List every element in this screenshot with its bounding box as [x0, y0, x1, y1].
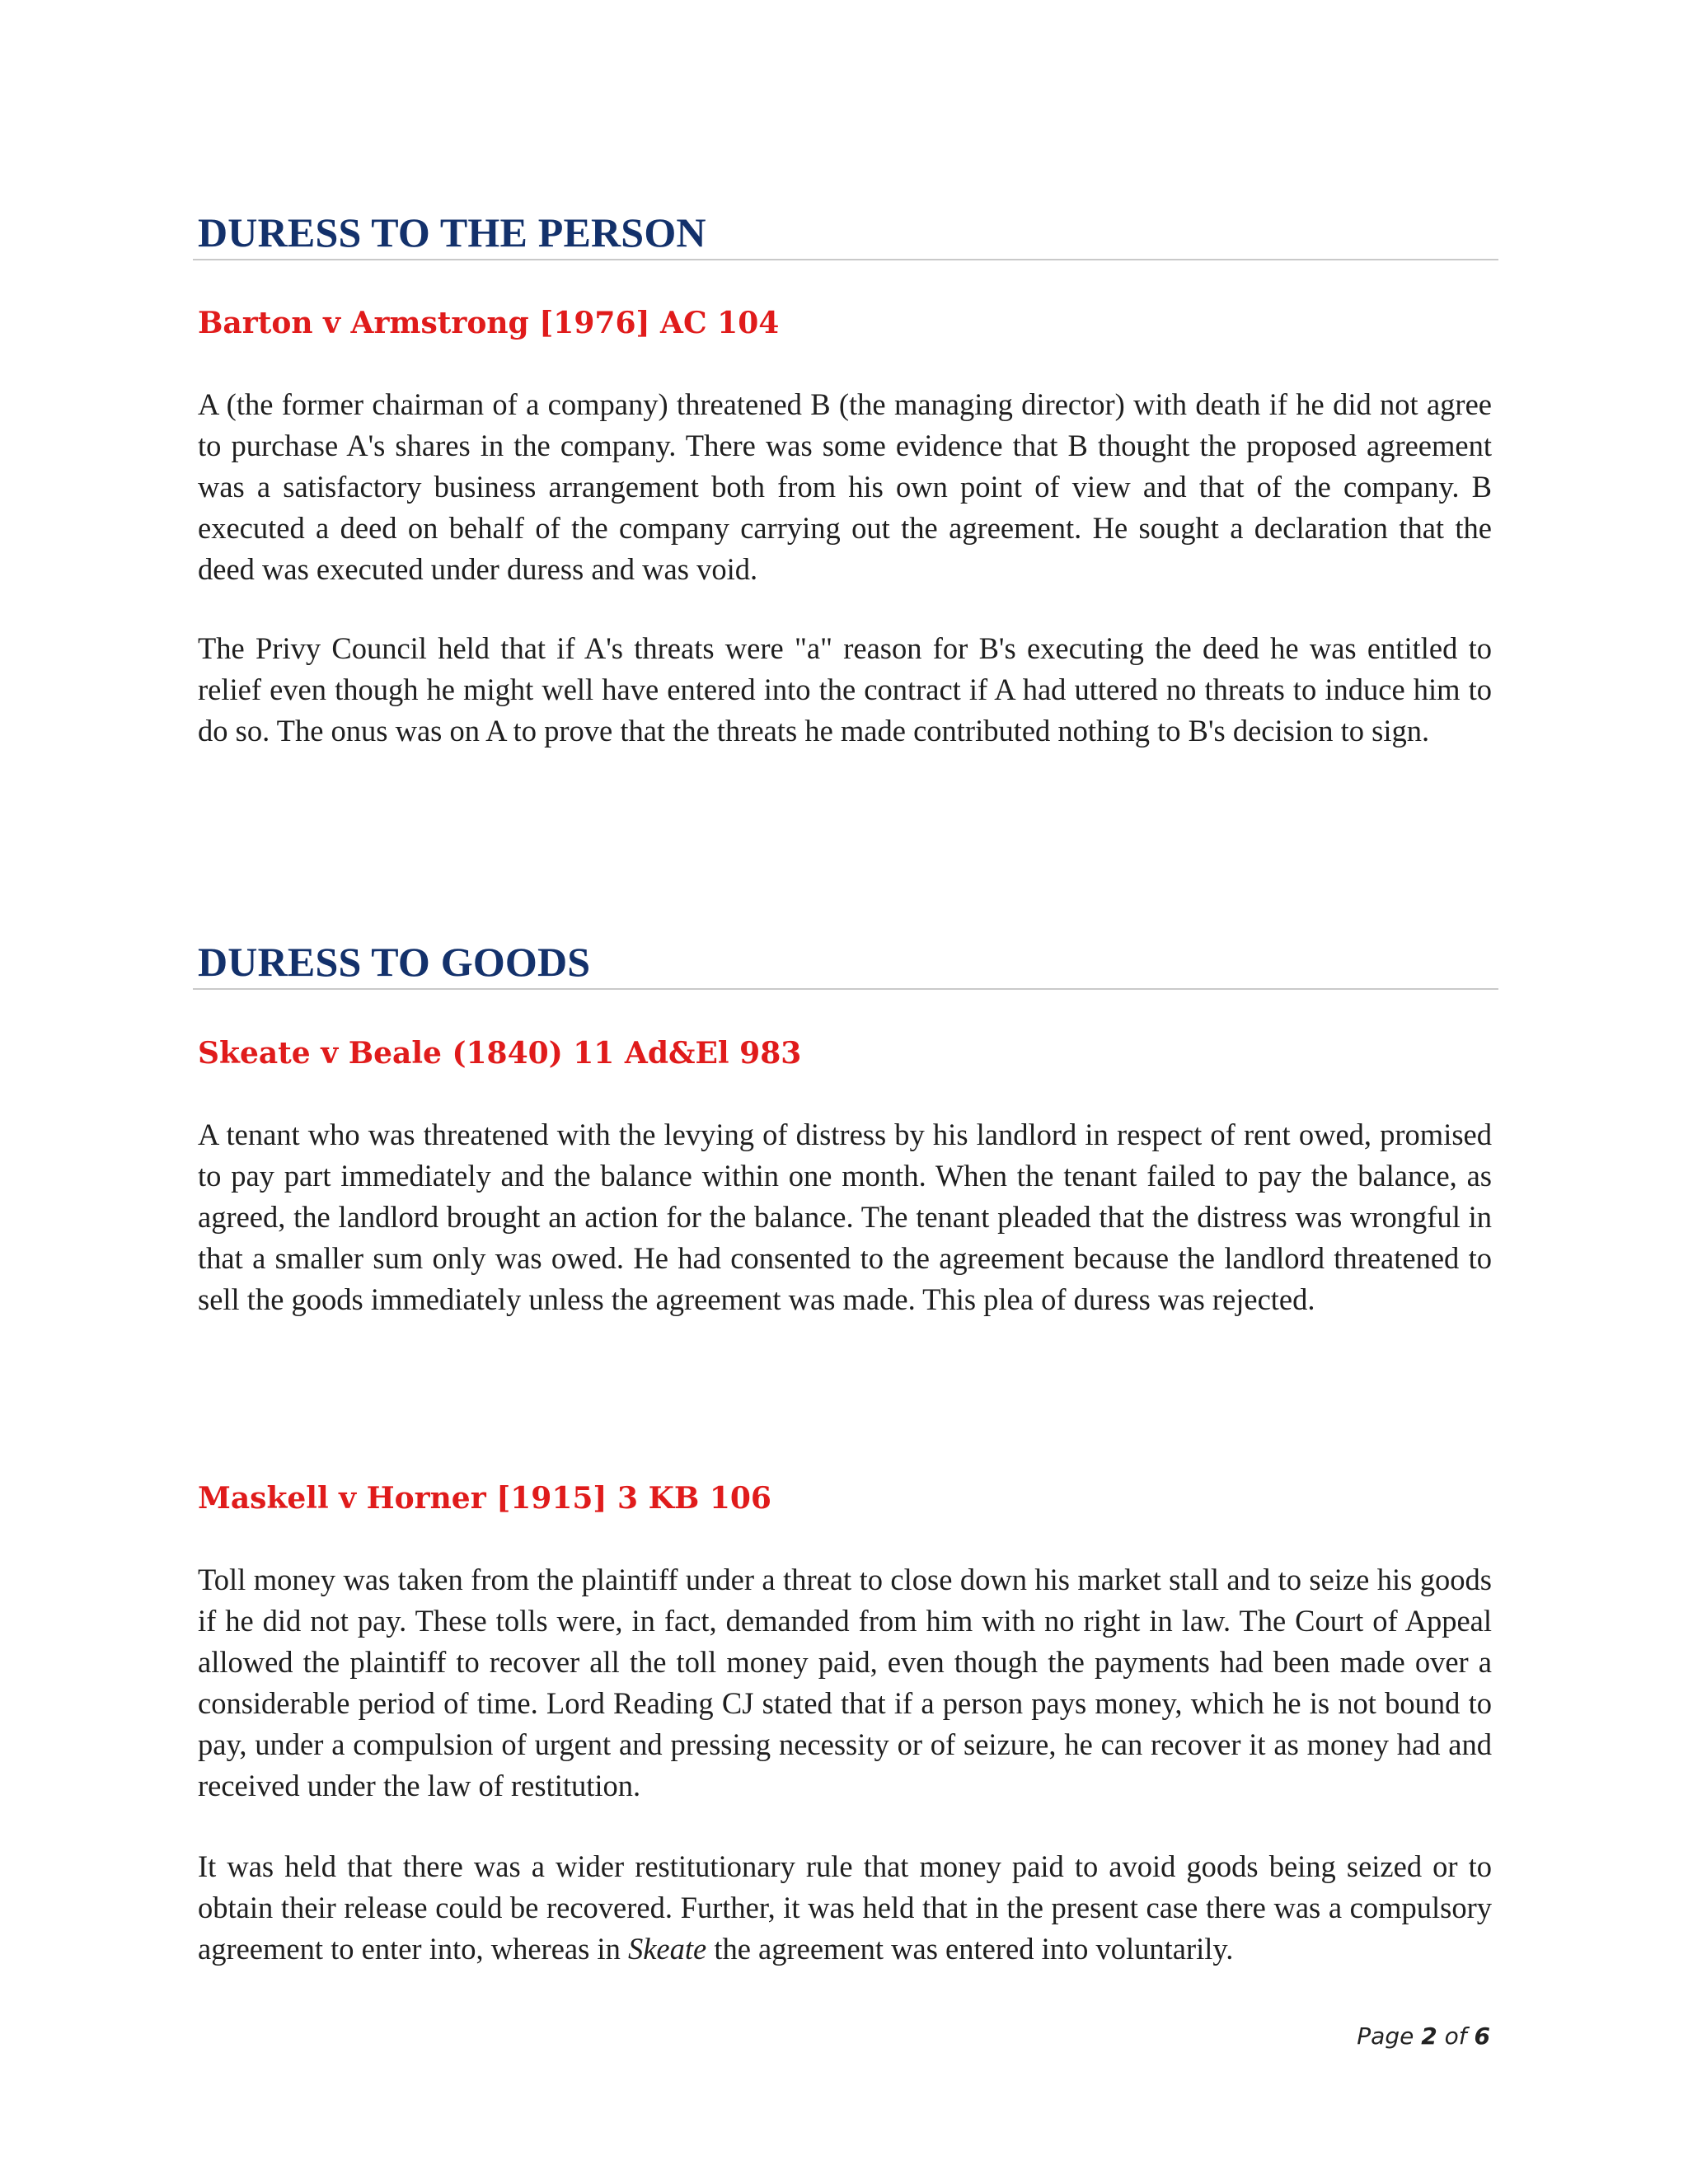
page-separator: of — [1437, 2022, 1475, 2050]
case-paragraph-final — [198, 1846, 1492, 1970]
text-run: the agreement was entered into voluntarily. — [706, 1932, 1234, 1966]
italic-case-name: Skeate — [627, 1932, 707, 1966]
text-run: It was held that there was a wider restitutionary rule that money paid to avoid goods being seized or to obtain their release could be recovered. Further, it was held that in the present case there was a compulsory agreement to enter into, whereas in — [198, 1849, 1492, 1966]
case-title-skeate-v-beale: Skeate v Beale (1840) 11 Ad&El 983 — [198, 1036, 802, 1071]
case-title-barton-v-armstrong: Barton v Armstrong [1976] AC 104 — [198, 306, 780, 340]
case-paragraph: Toll money was taken from the plaintiff under a threat to close down his market stall and to seize his goods if he did not pay. These tolls were, in fact, demanded from him with no right in law. The Court of Appeal allowed the plaintiff to recover all the toll money paid, even though the payments had been made over a considerable period of time. Lord Reading CJ stated that if a person pays money, which he is not bound to pay, under a compulsion of urgent and pressing necessity or of seizure, he can recover it as money had and received under the law of restitution. — [198, 1563, 1492, 1802]
case-paragraph: A tenant who was threatened with the levying of distress by his landlord in respect of rent owed, promised to pay part immediately and the balance within one month. When the tenant failed to pay the balance, as agreed, the landlord brought an action for the balance. The tenant pleaded that the distress was wrongful in that a smaller sum only was owed. He had consented to the agreement because the landlord threatened to sell the goods immediately unless the agreement was made. This plea of duress was rejected. — [198, 1118, 1492, 1316]
section-heading-duress-to-the-person: DURESS TO THE PERSON — [193, 208, 1498, 260]
case-paragraph: The Privy Council held that if A's threats were "a" reason for B's executing the deed he was entitled to relief even though he might well have entered into the contract if A had uttered no threats to induce him to do so. The onus was on A to prove that the threats he made contributed nothing to B's decision to sign. — [198, 631, 1492, 748]
page-number — [1357, 2022, 1490, 2051]
section-heading-duress-to-goods: DURESS TO GOODS — [193, 937, 1498, 990]
page-current: 2 — [1421, 2022, 1437, 2050]
case-paragraph: A (the former chairman of a company) threatened B (the managing director) with death if he did not agree to purchase A's shares in the company. There was some evidence that B thought the proposed agreement was a satisfactory business arrangement both from his own point of view and that of the company. B executed a deed on behalf of the company carrying out the agreement. He sought a declaration that the deed was executed under duress and was void. — [198, 387, 1492, 586]
case-title-maskell-v-horner: Maskell v Horner [1915] 3 KB 106 — [198, 1481, 771, 1516]
page-prefix: Page — [1357, 2022, 1422, 2050]
page-total: 6 — [1474, 2022, 1490, 2050]
